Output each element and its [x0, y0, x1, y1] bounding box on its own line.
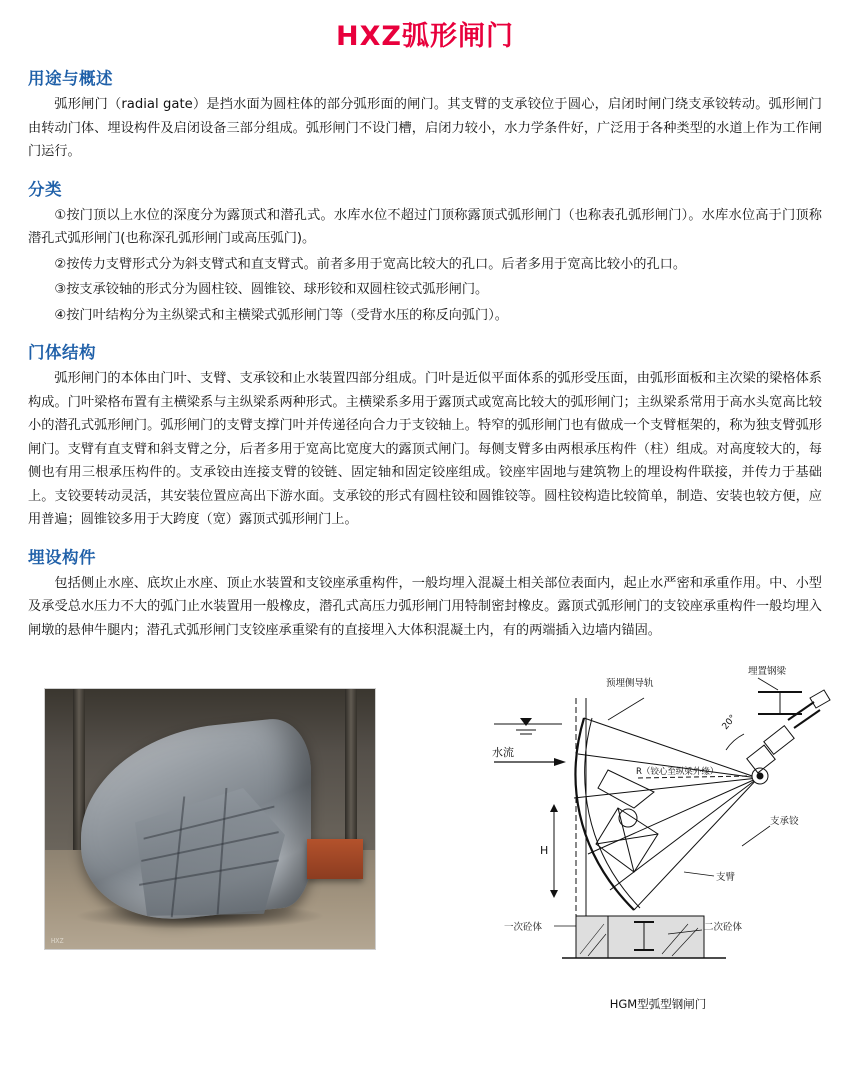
photo-column-right	[345, 689, 357, 850]
paragraph-gate-structure-1: 弧形闸门的本体由门叶、支臂、支承铰和止水装置四部分组成。门叶是近似平面体系的弧形受压面，由弧形面板和主次梁的梁格体系构成。门叶梁格布置有主横梁系与主纵梁系两种形式。主横梁系多用于露顶式或宽高比较大的弧形闸门；主纵梁系常用于高水头宽高比较小的潜孔式弧形闸门。弧形闸门的支臂支撑门叶并传递径向合力于支铰轴上。特窄的弧形闸门也有做成一个支臂框架的，称为独支臂弧形闸门。支臂有直支臂和斜支臂之分，后者多用于宽高比宽度大的露顶式闸门。每侧支臂多由两根承压构件（柱）组成。对高度较大的，每侧也有用三根承压构件的。支承铰由连接支臂的铰链、固定轴和固定铰座组成。铰座牢固地与建筑物上的埋设构件联接，并传力于基础上。支铰要转动灵活，其安装位置应高出下游水面。支承铰的形式有圆柱铰和圆锥铰等。圆柱铰构造比较简单，制造、安装也较方便，应用普遍；圆锥铰多用于大跨度（宽）露顶式弧形闸门上。	[28, 371, 822, 527]
figure-area	[28, 658, 822, 1028]
label-primary-concrete: 一次砼体	[504, 922, 543, 933]
diagram-caption: HGM型弧型钢闸门	[609, 997, 707, 1011]
section-heading-embedded-parts: 埋设构件	[28, 547, 96, 567]
section-heading-overview: 用途与概述	[28, 69, 113, 88]
label-radius: R（铰心至纵梁外缘）	[636, 767, 719, 777]
gate-line-diagram	[458, 658, 850, 1028]
document-page	[0, 14, 850, 1080]
gate-photo	[44, 688, 376, 950]
page-title: HXZ弧形闸门	[336, 21, 514, 52]
paragraph-classification-3: ③按支承铰轴的形式分为圆柱铰、圆锥铰、球形铰和双圆柱铰式弧形闸门。	[54, 282, 489, 297]
label-arm: 支臂	[716, 872, 736, 883]
section-heading-gate-structure: 门体结构	[28, 343, 96, 362]
paragraph-overview-1: 弧形闸门（radial gate）是挡水面为圆柱体的部分弧形面的闸门。其支臂的支承铰位于圆心，启闭时闸门绕支承铰转动。弧形闸门由转动门体、埋设构件及启闭设备三部分组成。弧形闸门不设门槽，启闭力较小，水力学条件好，广泛用于各种类型的水道上作为工作闸门运行。	[28, 97, 822, 159]
photo-crate	[307, 839, 363, 879]
label-support-hinge: 支承铰	[770, 816, 799, 827]
paragraph-embedded-parts-1: 包括侧止水座、底坎止水座、顶止水装置和支铰座承重构件，一般均埋入混凝土相关部位表面内，起止水严密和承重作用。中、小型及承受总水压力不大的弧门止水装置用一般橡皮，潜孔式高压力弧形闸门用特制密封橡皮。露顶式弧形闸门的支铰座承重构件一般均埋入闸墩的悬伸牛腿内；潜孔式弧形闸门支铰座承重梁有的直接埋入大体积混凝土内，有的两端插入边墙内锚固。	[28, 575, 822, 638]
paragraph-classification-1: ①按门顶以上水位的深度分为露顶式和潜孔式。水库水位不超过门顶称露顶式弧形闸门（也称表孔弧形闸门）。水库水位高于门顶称潜孔式弧形闸门(也称深孔弧形闸门或高压弧门)。	[28, 207, 822, 246]
label-flow: 水流	[492, 746, 514, 759]
photo-watermark: HXZ	[51, 937, 64, 945]
label-embedded-beam: 埋置钢梁	[748, 666, 787, 677]
paragraph-classification-4: ④按门叶结构分为主纵梁式和主横梁式弧形闸门等（受背水压的称反向弧门）。	[54, 307, 508, 323]
section-heading-classification: 分类	[28, 179, 62, 199]
paragraph-classification-2: ②按传力支臂形式分为斜支臂式和直支臂式。前者多用于宽高比较大的孔口。后者多用于宽高比较小的孔口。	[54, 256, 687, 272]
label-embedded-rail: 预埋侧导轨	[606, 678, 654, 689]
label-secondary-concrete: 二次砼体	[704, 922, 743, 933]
label-height: H	[540, 844, 549, 857]
label-angle: 20°	[720, 713, 739, 732]
